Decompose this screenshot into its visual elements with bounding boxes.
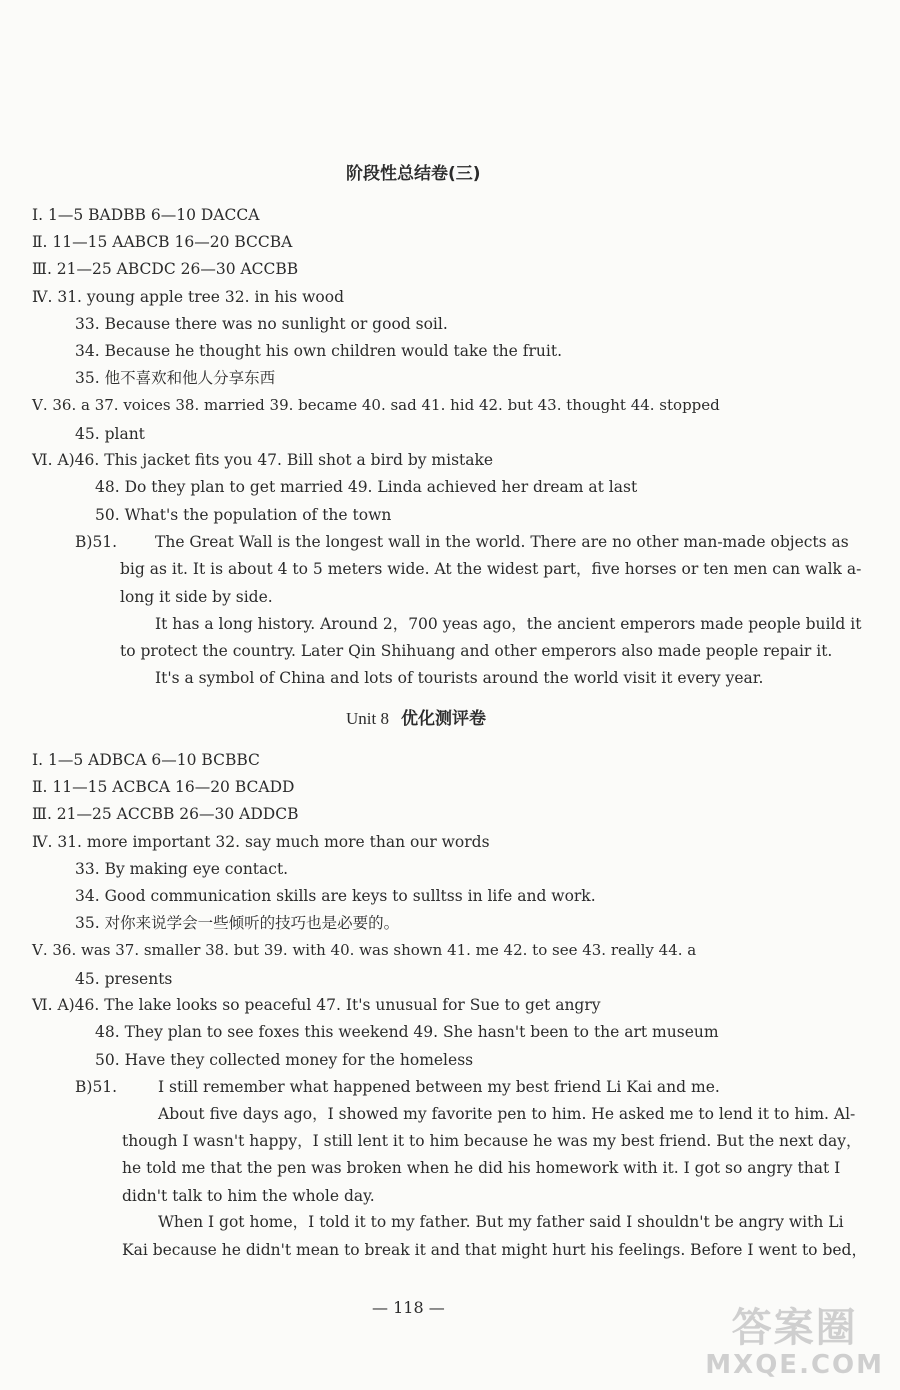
essay-line: When I got home，I told it to my father. But my father said I shouldn't be angry with Li xyxy=(158,1213,844,1231)
watermark-url: MXQE.COM xyxy=(705,1350,884,1380)
essay-line: though I wasn't happy，I still lent it to him because he was my best friend. But the next day， xyxy=(122,1132,862,1150)
answer-line: Ⅵ. A)46. This jacket fits you 47. Bill shot a bird by mistake xyxy=(32,451,494,469)
answer-line: 45. plant xyxy=(75,425,145,443)
answer-line: 35. 他不喜欢和他人分享东西 xyxy=(75,369,276,387)
section2-title: Unit 8 优化测评卷 xyxy=(346,709,486,729)
answer-line: 45. presents xyxy=(75,970,173,988)
essay-line: I still remember what happened between my best friend Li Kai and me. xyxy=(158,1078,720,1096)
essay-line: It has a long history. Around 2，700 yeas ago，the ancient emperors made people build it xyxy=(155,615,862,633)
section1-title: 阶段性总结卷(三) xyxy=(346,164,481,184)
answer-line: Ⅳ. 31. more important 32. say much more than our words xyxy=(32,833,490,851)
answer-line: Ⅴ. 36. a 37. voices 38. married 39. became 40. sad 41. hid 42. but 43. thought 44. stopped xyxy=(32,396,720,414)
answer-line: Ⅳ. 31. young apple tree 32. in his wood xyxy=(32,288,344,306)
answer-line: Ⅱ. 11—15 AABCB 16—20 BCCBA xyxy=(32,233,293,251)
answer-line: 48. Do they plan to get married 49. Linda achieved her dream at last xyxy=(95,478,638,496)
answer-line: Ⅱ. 11—15 ACBCA 16—20 BCADD xyxy=(32,778,295,796)
answer-label: B)51. xyxy=(75,1078,118,1096)
essay-line: big as it. It is about 4 to 5 meters wide. At the widest part，five horses or ten men can walk a- xyxy=(120,560,862,578)
essay-line: The Great Wall is the longest wall in the world. There are no other man-made objects as xyxy=(155,533,849,551)
essay-line: didn't talk to him the whole day. xyxy=(122,1187,375,1205)
answer-line: 33. Because there was no sunlight or good soil. xyxy=(75,315,448,333)
essay-line: long it side by side. xyxy=(120,588,273,606)
answer-line: Ⅰ. 1—5 BADBB 6—10 DACCA xyxy=(32,206,260,224)
watermark-logo xyxy=(705,1306,884,1380)
answer-line: 34. Good communication skills are keys to sulltss in life and work. xyxy=(75,887,596,905)
page-number: — 118 — xyxy=(372,1298,445,1317)
essay-line: he told me that the pen was broken when he did his homework with it. I got so angry that I xyxy=(122,1159,841,1177)
answer-line: Ⅲ. 21—25 ACCBB 26—30 ADDCB xyxy=(32,805,299,823)
answer-line: 50. Have they collected money for the homeless xyxy=(95,1051,474,1069)
essay-line: to protect the country. Later Qin Shihuang and other emperors also made people repair it. xyxy=(120,642,833,660)
answer-line: 50. What's the population of the town xyxy=(95,506,392,524)
answer-line: 48. They plan to see foxes this weekend 49. She hasn't been to the art museum xyxy=(95,1023,719,1041)
answer-line: 35. 对你来说学会一些倾听的技巧也是必要的。 xyxy=(75,914,400,932)
answer-line: Ⅵ. A)46. The lake looks so peaceful 47. It's unusual for Sue to get angry xyxy=(32,996,601,1014)
essay-line: About five days ago，I showed my favorite pen to him. He asked me to lend it to him. Al- xyxy=(158,1105,856,1123)
answer-label: B)51. xyxy=(75,533,118,551)
answer-line: Ⅴ. 36. was 37. smaller 38. but 39. with 40. was shown 41. me 42. to see 43. really 44. a xyxy=(32,941,697,959)
answer-line: 34. Because he thought his own children would take the fruit. xyxy=(75,342,562,360)
answer-line: 33. By making eye contact. xyxy=(75,860,289,878)
essay-line: It's a symbol of China and lots of tourists around the world visit it every year. xyxy=(155,669,764,687)
answer-line: Ⅰ. 1—5 ADBCA 6—10 BCBBC xyxy=(32,751,260,769)
essay-line: Kai because he didn't mean to break it and that might hurt his feelings. Before I went to bed， xyxy=(122,1241,867,1259)
answer-line: Ⅲ. 21—25 ABCDC 26—30 ACCBB xyxy=(32,260,299,278)
watermark-cn: 答案圈 xyxy=(731,1305,858,1351)
